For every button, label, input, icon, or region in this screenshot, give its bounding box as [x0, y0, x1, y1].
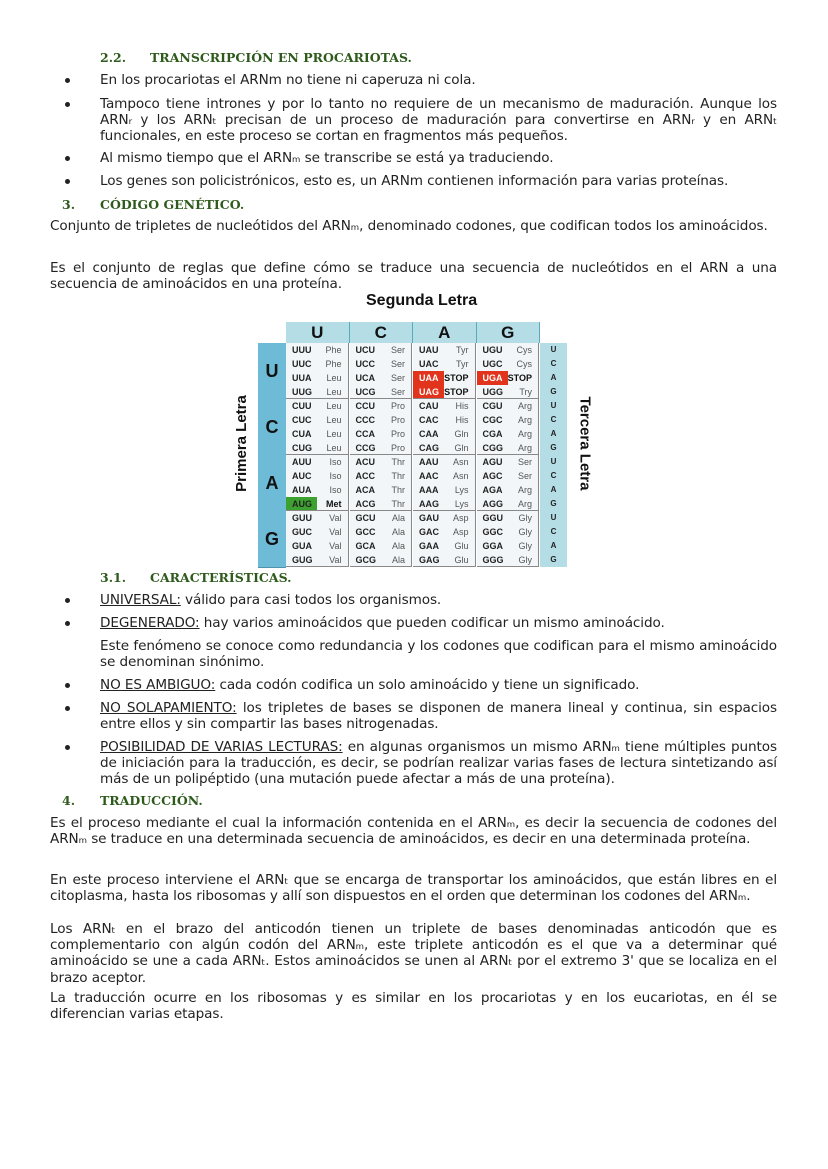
term: DEGENERADO: [100, 615, 200, 631]
codon: AGC [477, 469, 508, 483]
codon: GAU [413, 511, 444, 525]
amino-acid: Val [317, 553, 349, 567]
amino-acid: Asp [444, 525, 476, 539]
paragraph: La traducción ocurre en los ribosomas y es similar en los procariotas y en los eucariotas, en él se diferencian varias etapas. [50, 990, 777, 1023]
codon: GGG [477, 553, 508, 567]
heading-number: 3. [62, 197, 76, 212]
list-item [100, 677, 777, 693]
codon: GCC [350, 525, 381, 539]
third-letter: U [540, 455, 567, 469]
codon: UAC [413, 357, 444, 371]
definition: válido para casi todos los organismos. [180, 592, 442, 608]
term: UNIVERSAL: [100, 592, 181, 608]
third-letter: G [540, 497, 567, 511]
amino-acid: Asn [444, 469, 476, 483]
amino-acid: Val [317, 525, 349, 539]
heading-title: TRANSCRIPCIÓN EN PROCARIOTAS. [150, 50, 412, 65]
codon: UGG [477, 385, 508, 399]
codon: GAC [413, 525, 444, 539]
definition: hay varios aminoácidos que pueden codificar un mismo aminoácido. [199, 615, 665, 631]
first-letter-header: C [258, 399, 286, 456]
third-letter: C [540, 469, 567, 483]
second-letter-header: C [350, 322, 414, 343]
amino-acid: Iso [317, 469, 349, 483]
amino-acid: Pro [381, 399, 413, 413]
codon: ACG [350, 497, 381, 511]
amino-acid: Arg [508, 427, 540, 441]
codon: CAU [413, 399, 444, 413]
codon: CCA [350, 427, 381, 441]
third-letter: A [540, 427, 567, 441]
amino-acid: Leu [317, 399, 349, 413]
amino-acid: Pro [381, 441, 413, 455]
table-title-third-letter: Tercera Letra [576, 396, 594, 491]
amino-acid: Iso [317, 483, 349, 497]
amino-acid: Thr [381, 455, 413, 469]
codon: CCU [350, 399, 381, 413]
amino-acid: Leu [317, 427, 349, 441]
codon: UUA [286, 371, 317, 385]
list-item: En los procariotas el ARNm no tiene ni caperuza ni cola. [100, 72, 777, 88]
amino-acid: Ser [381, 371, 413, 385]
amino-acid: Thr [381, 497, 413, 511]
amino-acid: His [444, 399, 476, 413]
amino-acid: STOP [508, 371, 540, 385]
codon: CGC [477, 413, 508, 427]
amino-acid: Pro [381, 427, 413, 441]
codon: GUC [286, 525, 317, 539]
second-letter-header: A [413, 322, 477, 343]
codon: GCA [350, 539, 381, 553]
list-item [100, 739, 777, 788]
codon: UUU [286, 343, 317, 357]
third-letter: U [540, 399, 567, 413]
codon: CAC [413, 413, 444, 427]
codon: GAA [413, 539, 444, 553]
paragraph: Es el conjunto de reglas que define cómo se traduce una secuencia de nucleótidos en el ARN a una secuencia de aminoácidos en una proteína. [50, 260, 777, 293]
amino-acid: Cys [508, 357, 540, 371]
amino-acid: Ala [381, 525, 413, 539]
codon: CUC [286, 413, 317, 427]
amino-acid: Ser [381, 385, 413, 399]
codon: UUG [286, 385, 317, 399]
codon: UGA [477, 371, 508, 385]
codon: UAG [413, 385, 444, 399]
amino-acid: Arg [508, 441, 540, 455]
amino-acid: His [444, 413, 476, 427]
codon: GUA [286, 539, 317, 553]
amino-acid: Met [317, 497, 349, 511]
codon: CGG [477, 441, 508, 455]
second-letter-header: U [286, 322, 350, 343]
codon: CGA [477, 427, 508, 441]
codon: UCG [350, 385, 381, 399]
heading-number: 2.2. [100, 50, 127, 65]
third-letter: G [540, 441, 567, 455]
amino-acid: Glu [444, 553, 476, 567]
heading-title: CÓDIGO GENÉTICO. [100, 197, 245, 212]
codon: GGU [477, 511, 508, 525]
first-letter-header: G [258, 511, 286, 568]
codon: AGG [477, 497, 508, 511]
codon: ACA [350, 483, 381, 497]
codon: CGU [477, 399, 508, 413]
list-item: Tampoco tiene intrones y por lo tanto no requiere de un mecanismo de maduración. Aunque los ARNᵣ y los ARNₜ precisan de un proceso de maduración para convertirse en ARNᵣ y en ARNₜ funcionales, en este proceso se cortan en fragmentos más pequeños. [100, 96, 777, 145]
codon: AAU [413, 455, 444, 469]
amino-acid: Leu [317, 441, 349, 455]
amino-acid: Arg [508, 399, 540, 413]
amino-acid: Tyr [444, 343, 476, 357]
codon: AUC [286, 469, 317, 483]
codon: UCA [350, 371, 381, 385]
amino-acid: Gly [508, 539, 540, 553]
codon: AAC [413, 469, 444, 483]
codon: ACC [350, 469, 381, 483]
third-letter: C [540, 357, 567, 371]
list-item [100, 592, 777, 608]
amino-acid: Val [317, 539, 349, 553]
codon: GUU [286, 511, 317, 525]
definition: cada codón codifica un solo aminoácido y tiene un significado. [215, 677, 640, 693]
third-letter: A [540, 539, 567, 553]
second-letter-header: G [477, 322, 541, 343]
amino-acid: Gly [508, 525, 540, 539]
first-letter-header: U [258, 343, 286, 400]
table-title-second-letter: Segunda Letra [366, 292, 478, 309]
amino-acid: Lys [444, 483, 476, 497]
list-item: Al mismo tiempo que el ARNₘ se transcribe se está ya traduciendo. [100, 150, 777, 166]
amino-acid: Gly [508, 511, 540, 525]
amino-acid: STOP [444, 371, 476, 385]
third-letter: U [540, 511, 567, 525]
codon: UUC [286, 357, 317, 371]
codon: GCU [350, 511, 381, 525]
table-title-first-letter: Primera Letra [232, 395, 250, 492]
paragraph: Los ARNₜ en el brazo del anticodón tienen un triplete de bases denominadas anticodón que es complementario con algún codón del ARNₘ, este triplete anticodón es el que va a determinar qué aminoácido se une a cada ARNₜ. Estos aminoácidos se unen al ARNₜ por el extremo 3' que se localiza en el brazo aceptor. [50, 921, 777, 986]
definition: los tripletes de bases se disponen de manera lineal y continua, sin espacios entre ellos y sin compartir las bases nitrogenadas. [100, 700, 777, 733]
codon: UGU [477, 343, 508, 357]
amino-acid: Phe [317, 357, 349, 371]
paragraph: En este proceso interviene el ARNₜ que se encarga de transportar los aminoácidos, que están libres en el citoplasma, hasta los ribosomas y allí son dispuestos en el orden que determinan los codones del ARNₘ. [50, 872, 777, 905]
amino-acid: Asn [444, 455, 476, 469]
amino-acid: Leu [317, 385, 349, 399]
codon: CUA [286, 427, 317, 441]
third-letter: G [540, 553, 567, 567]
heading-title: CARACTERÍSTICAS. [150, 570, 292, 585]
paragraph: Conjunto de tripletes de nucleótidos del ARNₘ, denominado codones, que codifican todos los aminoácidos. [50, 218, 768, 234]
amino-acid: Asp [444, 511, 476, 525]
codon: CUU [286, 399, 317, 413]
amino-acid: Tyr [444, 357, 476, 371]
amino-acid: Ala [381, 553, 413, 567]
codon: GCG [350, 553, 381, 567]
amino-acid: Val [317, 511, 349, 525]
amino-acid: Ala [381, 539, 413, 553]
amino-acid: STOP [444, 385, 476, 399]
genetic-code-table [258, 322, 568, 568]
codon: GAG [413, 553, 444, 567]
term: NO ES AMBIGUO: [100, 677, 216, 693]
codon: AUU [286, 455, 317, 469]
codon: UGC [477, 357, 508, 371]
amino-acid: Arg [508, 483, 540, 497]
codon: CAG [413, 441, 444, 455]
amino-acid: Lys [444, 497, 476, 511]
amino-acid: Glu [444, 539, 476, 553]
amino-acid: Try [508, 385, 540, 399]
heading-4 [62, 793, 203, 808]
codon: AGA [477, 483, 508, 497]
first-letter-header: A [258, 455, 286, 512]
third-letter: U [540, 343, 567, 357]
definition: en algunas organismos un mismo ARNₘ tiene múltiples puntos de iniciación para la traducción, es decir, se podrían realizar varias fases de lectura sintetizando así más de un polipéptido (una mutación puede afectar a más de una proteína). [100, 739, 777, 788]
codon: GUG [286, 553, 317, 567]
codon: CUG [286, 441, 317, 455]
codon: AUG [286, 497, 317, 511]
amino-acid: Thr [381, 469, 413, 483]
amino-acid: Iso [317, 455, 349, 469]
codon: GGA [477, 539, 508, 553]
codon: AGU [477, 455, 508, 469]
heading-3-1 [100, 570, 292, 585]
third-letter: G [540, 385, 567, 399]
list-item [100, 615, 777, 631]
list-item [100, 700, 777, 732]
codon: UAA [413, 371, 444, 385]
heading-number: 3.1. [100, 570, 127, 585]
term: POSIBILIDAD DE VARIAS LECTURAS: [100, 739, 343, 755]
codon: UCU [350, 343, 381, 357]
third-letter: C [540, 525, 567, 539]
heading-3 [62, 197, 244, 212]
amino-acid: Ser [381, 343, 413, 357]
list-item: Los genes son policistrónicos, esto es, un ARNm contienen información para varias proteínas. [100, 173, 777, 189]
amino-acid: Pro [381, 413, 413, 427]
paragraph: Este fenómeno se conoce como redundancia y los codones que codifican para el mismo aminoácido se denominan sinónimo. [100, 638, 777, 671]
amino-acid: Arg [508, 497, 540, 511]
amino-acid: Gln [444, 427, 476, 441]
third-letter: A [540, 483, 567, 497]
codon: UAU [413, 343, 444, 357]
amino-acid: Ser [508, 469, 540, 483]
codon: AUA [286, 483, 317, 497]
amino-acid: Thr [381, 483, 413, 497]
amino-acid: Ala [381, 511, 413, 525]
amino-acid: Arg [508, 413, 540, 427]
heading-number: 4. [62, 793, 76, 808]
heading-2-2 [100, 50, 412, 65]
term: NO SOLAPAMIENTO: [100, 700, 237, 716]
codon: CAA [413, 427, 444, 441]
heading-title: TRADUCCIÓN. [100, 793, 203, 808]
codon: AAG [413, 497, 444, 511]
codon: ACU [350, 455, 381, 469]
codon: CCC [350, 413, 381, 427]
amino-acid: Gly [508, 553, 540, 567]
amino-acid: Gln [444, 441, 476, 455]
third-letter: A [540, 371, 567, 385]
codon: GGC [477, 525, 508, 539]
paragraph: Es el proceso mediante el cual la información contenida en el ARNₘ, es decir la secuencia de codones del ARNₘ se traduce en una determinada secuencia de aminoácidos, es decir en una determinada proteína. [50, 815, 777, 848]
amino-acid: Phe [317, 343, 349, 357]
amino-acid: Ser [381, 357, 413, 371]
codon: AAA [413, 483, 444, 497]
codon: UCC [350, 357, 381, 371]
amino-acid: Cys [508, 343, 540, 357]
amino-acid: Leu [317, 371, 349, 385]
codon: CCG [350, 441, 381, 455]
third-letter: C [540, 413, 567, 427]
amino-acid: Ser [508, 455, 540, 469]
amino-acid: Leu [317, 413, 349, 427]
